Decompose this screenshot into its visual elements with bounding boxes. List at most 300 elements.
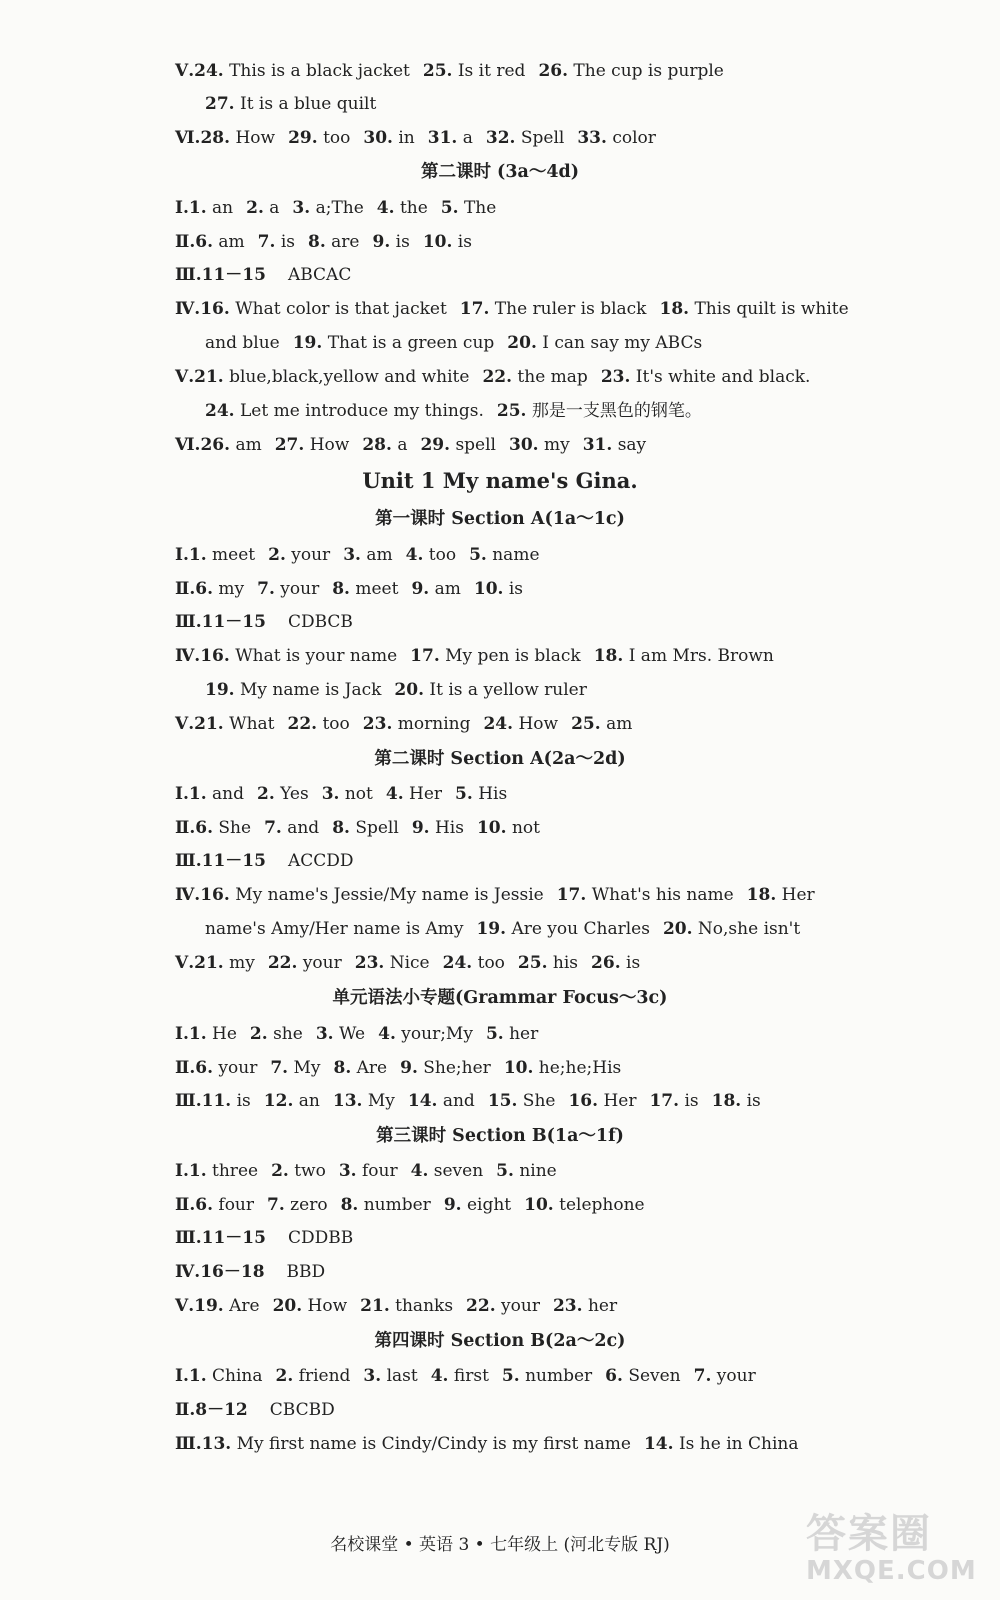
question-number: 30.: [363, 128, 393, 148]
answer-text: is: [280, 232, 295, 252]
section-numeral: Ⅴ.: [175, 714, 195, 734]
question-number: 22.: [287, 714, 318, 734]
lesson-heading: 第四课时 Section B(2a～2c): [374, 1331, 626, 1351]
answer-text: This is a black jacket: [229, 61, 410, 81]
answer-line: [175, 298, 862, 320]
answer-item: [276, 1366, 351, 1386]
question-number: 29.: [420, 435, 451, 455]
answer-text: his: [552, 953, 579, 973]
question-number: 8.: [308, 232, 326, 252]
answer-item: [333, 1091, 395, 1111]
answer-item: [205, 680, 381, 700]
answer-text: Let me introduce my things.: [239, 401, 484, 421]
answer-item: [287, 714, 349, 734]
answer-text: His: [434, 818, 464, 838]
answer-text: Nice: [389, 953, 430, 973]
answer-text: and: [442, 1091, 475, 1111]
question-number: 17.: [459, 299, 490, 319]
question-number: 3.: [343, 545, 361, 565]
answer-text: an: [212, 198, 234, 218]
question-number: 4.: [405, 545, 424, 565]
question-number: 1.: [188, 1161, 207, 1181]
answer-item: [273, 1296, 348, 1316]
answer-item: [363, 128, 414, 148]
question-number: 5.: [496, 1161, 514, 1181]
question-number: 9.: [443, 1195, 462, 1215]
answer-text: Her: [781, 885, 815, 905]
answer-item: [394, 680, 586, 700]
section-numeral: Ⅲ.: [175, 1228, 202, 1248]
choice-answers: CDDBB: [287, 1228, 354, 1248]
answer-text: seven: [433, 1161, 484, 1181]
answer-item: [189, 1366, 263, 1386]
answer-line: [175, 366, 823, 388]
question-number: 16.: [200, 885, 230, 905]
answer-text: What's his name: [591, 885, 734, 905]
answer-text: morning: [397, 714, 471, 734]
section-numeral: Ⅵ.: [175, 435, 201, 455]
answer-item: [486, 1024, 538, 1044]
answer-item: [408, 1091, 475, 1111]
question-number: 6.: [195, 1195, 213, 1215]
choice-answers: CBCBD: [269, 1400, 335, 1420]
question-number: 8.: [332, 579, 350, 599]
answer-line: [175, 578, 536, 600]
answer-item: [200, 646, 397, 666]
question-number: 3.: [292, 198, 311, 218]
answer-item: [538, 61, 723, 81]
answer-item: [275, 435, 350, 455]
answer-text: her: [587, 1296, 618, 1316]
answer-text: How: [235, 128, 276, 148]
question-number: 4.: [385, 784, 404, 804]
question-number: 11.: [201, 1091, 232, 1111]
answer-text: is: [457, 232, 472, 252]
answer-item: [271, 1161, 326, 1181]
question-number: 24.: [483, 714, 514, 734]
answer-text: The ruler is black: [494, 299, 647, 319]
answer-item: [460, 299, 647, 319]
answer-item: [189, 1161, 258, 1181]
question-number: 10.: [503, 1058, 534, 1078]
answer-line: [175, 952, 653, 974]
answer-item: [194, 953, 255, 973]
question-number: 10.: [476, 818, 507, 838]
question-range: 11－15: [201, 1228, 266, 1248]
answer-text: It is a yellow ruler: [429, 680, 587, 700]
answer-item: [194, 1296, 259, 1316]
lesson-heading: 单元语法小专题(Grammar Focus～3c): [332, 988, 668, 1008]
answer-item: [747, 885, 815, 905]
answer-text: My pen is black: [445, 646, 581, 666]
section-numeral: Ⅲ.: [175, 1091, 202, 1111]
answer-item: [205, 333, 280, 353]
question-number: 9.: [411, 818, 430, 838]
question-number: 1.: [188, 545, 207, 565]
question-number: 13.: [201, 1434, 232, 1454]
question-number: 12.: [263, 1091, 294, 1111]
answer-item: [474, 579, 523, 599]
answer-item: [202, 1434, 631, 1454]
question-number: 29.: [288, 128, 318, 148]
answer-text: is: [508, 579, 524, 599]
section-numeral: Ⅴ.: [175, 953, 195, 973]
answer-line: [175, 264, 351, 286]
answer-item: [195, 1195, 254, 1215]
question-number: 2.: [249, 1024, 268, 1044]
answer-text: first: [453, 1366, 489, 1386]
answer-text: your: [218, 1058, 258, 1078]
answer-item: [411, 1161, 484, 1181]
section-numeral: Ⅲ.: [175, 265, 202, 285]
question-number: 18.: [593, 646, 624, 666]
question-number: 23.: [600, 367, 631, 387]
question-number: 7.: [257, 232, 276, 252]
answer-item: [362, 435, 407, 455]
answer-text: telephone: [559, 1195, 645, 1215]
answer-line: [175, 1194, 658, 1216]
question-number: 27.: [205, 94, 235, 114]
answer-text: It's white and black.: [635, 367, 811, 387]
answer-item: [200, 435, 261, 455]
answer-line: [175, 817, 553, 839]
answer-item: [406, 545, 456, 565]
answer-line-continued: [205, 400, 715, 422]
question-number: 23.: [362, 714, 393, 734]
answer-text: the map: [517, 367, 588, 387]
lesson-heading: 第一课时 Section A(1a～1c): [375, 509, 625, 529]
answer-text: not: [511, 818, 540, 838]
answer-item: [316, 1024, 365, 1044]
answer-line: [175, 1399, 335, 1421]
question-number: 15.: [487, 1091, 518, 1111]
answer-text: How: [307, 1296, 348, 1316]
answer-text: too: [322, 714, 350, 734]
answer-item: [483, 714, 558, 734]
answer-item: [663, 919, 800, 939]
answer-text: number: [363, 1195, 431, 1215]
answer-text: My: [367, 1091, 395, 1111]
answer-text: your: [302, 953, 342, 973]
question-number: 2.: [275, 1366, 294, 1386]
question-range: 11－15: [201, 612, 266, 632]
answer-text: friend: [298, 1366, 351, 1386]
answer-text: your: [280, 579, 320, 599]
lesson-heading: 第二课时 (3a～4d): [420, 162, 580, 182]
lesson-heading: 第三课时 Section B(1a～1f): [376, 1126, 624, 1146]
question-number: 7.: [270, 1058, 289, 1078]
question-number: 7.: [264, 818, 282, 838]
answer-text: am: [218, 232, 245, 252]
question-number: 28.: [362, 435, 392, 455]
answer-line: [175, 434, 659, 456]
question-number: 26.: [200, 435, 231, 455]
answer-line: [175, 783, 520, 805]
answer-text: say: [617, 435, 647, 455]
answer-item: [360, 1296, 453, 1316]
answer-item: [339, 1161, 398, 1181]
answer-item: [189, 784, 244, 804]
answer-item: [189, 1024, 237, 1044]
answer-item: [292, 198, 363, 218]
answer-text: four: [218, 1195, 255, 1215]
answer-item: [258, 232, 295, 252]
answer-item: [504, 1058, 621, 1078]
question-range: 8－12: [195, 1400, 248, 1420]
answer-text: a: [462, 128, 473, 148]
answer-line-continued: [205, 679, 600, 701]
answer-line: [175, 1090, 774, 1112]
answer-line: [175, 713, 645, 735]
answer-text: Spell: [520, 128, 565, 148]
section-numeral: Ⅱ.: [175, 1195, 196, 1215]
answer-item: [428, 128, 473, 148]
question-number: 3.: [338, 1161, 357, 1181]
answer-text: too: [428, 545, 457, 565]
answer-item: [502, 1366, 592, 1386]
section-numeral: Ⅰ.: [175, 1024, 189, 1044]
answer-item: [200, 885, 543, 905]
answer-text: We: [338, 1024, 366, 1044]
question-number: 4.: [410, 1161, 429, 1181]
answer-text: my: [218, 579, 245, 599]
answer-item: [507, 333, 702, 353]
answer-item: [431, 1366, 489, 1386]
answer-item: [268, 545, 330, 565]
answer-item: [694, 1366, 756, 1386]
question-number: 22.: [482, 367, 513, 387]
question-number: 22.: [466, 1296, 496, 1316]
question-number: 31.: [427, 128, 458, 148]
answer-text: nine: [519, 1161, 557, 1181]
answer-item: [644, 1434, 799, 1454]
question-number: 14.: [407, 1091, 438, 1111]
answer-line: [175, 884, 828, 906]
answer-line-continued: [205, 93, 389, 115]
question-number: 6.: [195, 232, 213, 252]
answer-text: your;My: [401, 1024, 473, 1044]
question-number: 17.: [556, 885, 587, 905]
answer-item: [293, 333, 495, 353]
answer-text: a: [269, 198, 280, 218]
lesson-heading: 第二课时 Section A(2a～2d): [374, 749, 626, 769]
section-numeral: Ⅵ.: [175, 128, 201, 148]
answer-text: is: [684, 1091, 699, 1111]
unit-title: Unit 1 My name's Gina.: [362, 468, 638, 493]
answer-text: am: [235, 435, 262, 455]
answer-text: too: [323, 128, 351, 148]
answer-text: Is it red: [457, 61, 526, 81]
answer-item: [257, 784, 309, 804]
answer-item: [571, 714, 632, 734]
question-number: 16.: [200, 299, 230, 319]
answer-item: [343, 545, 392, 565]
answer-text: an: [298, 1091, 320, 1111]
answer-item: [270, 1058, 320, 1078]
question-number: 6.: [605, 1366, 623, 1386]
section-numeral: Ⅰ.: [175, 1161, 189, 1181]
answer-item: [386, 784, 442, 804]
section-numeral: Ⅱ.: [175, 232, 196, 252]
answer-line: [175, 611, 353, 633]
answer-item: [591, 953, 640, 973]
answer-line: [175, 1023, 551, 1045]
answer-item: [477, 818, 540, 838]
question-number: 3.: [321, 784, 340, 804]
section-numeral: Ⅰ.: [175, 198, 189, 218]
answer-item: [509, 435, 570, 455]
question-number: 31.: [582, 435, 613, 455]
answer-item: [288, 128, 350, 148]
choice-answers: ACCDD: [287, 851, 354, 871]
section-numeral: Ⅳ.: [175, 299, 201, 319]
answer-text: color: [612, 128, 656, 148]
answer-text: blue,black,yellow and white: [229, 367, 470, 387]
answer-text: What: [229, 714, 275, 734]
answer-item: [322, 784, 373, 804]
answer-text: eight: [466, 1195, 512, 1215]
question-number: 20.: [272, 1296, 303, 1316]
question-number: 18.: [659, 299, 690, 319]
answer-item: [195, 232, 244, 252]
answer-text: How: [518, 714, 559, 734]
choice-answers: CDBCB: [287, 612, 353, 632]
answer-text: am: [366, 545, 393, 565]
answer-line: [175, 1261, 325, 1283]
answer-line: [175, 1227, 353, 1249]
answer-text: her: [509, 1024, 539, 1044]
answer-text: It is a blue quilt: [239, 94, 377, 114]
question-number: 4.: [430, 1366, 449, 1386]
question-number: 18.: [746, 885, 777, 905]
question-number: 21.: [194, 953, 224, 973]
answer-text: he;he;His: [538, 1058, 622, 1078]
question-number: 4.: [378, 1024, 396, 1044]
question-number: 25.: [517, 953, 548, 973]
answer-item: [308, 232, 359, 252]
section-numeral: Ⅲ.: [175, 851, 202, 871]
answer-item: [267, 1195, 328, 1215]
answer-text: This quilt is white: [694, 299, 849, 319]
answer-text: His: [478, 784, 508, 804]
question-number: 27.: [274, 435, 305, 455]
answer-text: Yes: [280, 784, 309, 804]
question-number: 8.: [340, 1195, 359, 1215]
question-number: 1.: [188, 198, 207, 218]
answer-item: [194, 714, 274, 734]
answer-line: [175, 197, 509, 219]
question-number: 6.: [195, 1058, 213, 1078]
answer-text: No,she isn't: [697, 919, 801, 939]
answer-item: [496, 1161, 557, 1181]
answer-text: your: [716, 1366, 756, 1386]
answer-item: [568, 1091, 636, 1111]
answer-item: [264, 818, 319, 838]
question-number: 21.: [194, 367, 224, 387]
answer-item: [420, 435, 496, 455]
question-range: 11－15: [201, 851, 266, 871]
answer-item: [410, 646, 581, 666]
question-number: 6.: [195, 579, 213, 599]
answer-item: [205, 919, 463, 939]
question-number: 32.: [485, 128, 516, 148]
question-number: 21.: [360, 1296, 390, 1316]
answer-item: [189, 545, 255, 565]
answer-line: [175, 60, 737, 82]
answer-text: name's Amy/Her name is Amy: [205, 919, 464, 939]
question-number: 5.: [485, 1024, 504, 1044]
answer-text: That is a green cup: [327, 333, 495, 353]
question-number: 33.: [577, 128, 607, 148]
answer-text: Are: [356, 1058, 388, 1078]
answer-text: and blue: [205, 333, 280, 353]
answer-text: too: [477, 953, 505, 973]
answer-item: [411, 579, 460, 599]
question-number: 9.: [400, 1058, 418, 1078]
answer-item: [469, 545, 539, 565]
section-numeral: Ⅰ.: [175, 784, 189, 804]
answer-text: The: [463, 198, 497, 218]
answer-item: [268, 953, 342, 973]
answer-item: [205, 94, 376, 114]
question-number: 13.: [332, 1091, 363, 1111]
section-numeral: Ⅰ.: [175, 545, 189, 565]
answer-text: zero: [290, 1195, 328, 1215]
question-number: 5.: [455, 784, 473, 804]
question-number: 9.: [372, 232, 391, 252]
section-numeral: Ⅱ.: [175, 579, 196, 599]
answer-text: Seven: [628, 1366, 681, 1386]
answer-item: [189, 198, 233, 218]
answer-item: [476, 919, 649, 939]
section-numeral: Ⅳ.: [175, 1262, 201, 1282]
answer-text: my: [229, 953, 255, 973]
answer-line: [175, 1057, 634, 1079]
question-number: 26.: [591, 953, 621, 973]
answer-item: [497, 401, 702, 421]
answer-text: Are: [229, 1296, 260, 1316]
answer-item: [246, 198, 279, 218]
answer-text: three: [212, 1161, 259, 1181]
answer-text: Is he in China: [678, 1434, 799, 1454]
page-footer: 名校课堂 • 英语 3 • 七年级上 (河北专版 RJ): [330, 1535, 670, 1555]
answer-text: Her: [603, 1091, 637, 1111]
answer-text: is: [746, 1091, 761, 1111]
answer-item: [488, 1091, 556, 1111]
answer-text: number: [525, 1366, 593, 1386]
watermark-site: MXQE.COM: [806, 1556, 977, 1586]
choice-answers: BBD: [286, 1262, 326, 1282]
answer-text: My: [293, 1058, 321, 1078]
question-number: 19.: [205, 680, 235, 700]
question-number: 28.: [200, 128, 231, 148]
answer-text: four: [362, 1161, 398, 1181]
answer-text: How: [309, 435, 350, 455]
question-number: 1.: [188, 1024, 207, 1044]
answer-text: I can say my ABCs: [542, 333, 703, 353]
answer-text: What color is that jacket: [235, 299, 447, 319]
answer-item: [412, 818, 464, 838]
question-number: 16.: [200, 646, 230, 666]
answer-item: [334, 1058, 388, 1078]
question-number: 24.: [205, 401, 235, 421]
answer-line: [175, 1433, 811, 1455]
question-number: 10.: [524, 1195, 554, 1215]
answer-item: [524, 1195, 644, 1215]
question-number: 5.: [501, 1366, 520, 1386]
answer-text: thanks: [395, 1296, 454, 1316]
answer-item: [378, 1024, 473, 1044]
